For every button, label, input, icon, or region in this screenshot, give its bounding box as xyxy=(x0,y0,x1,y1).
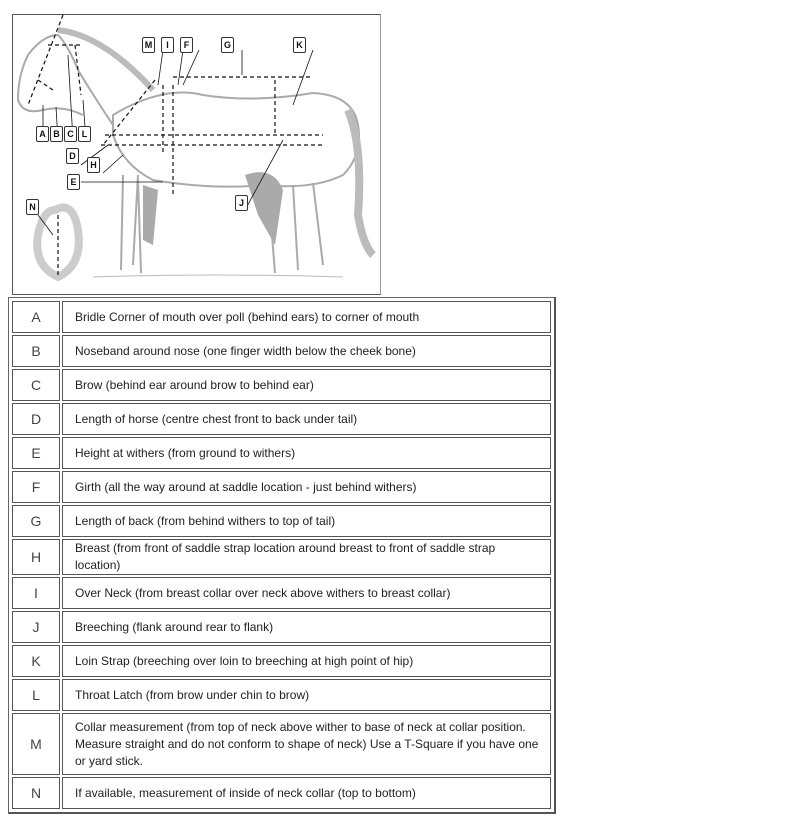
measurement-letter: L xyxy=(12,679,60,711)
measurement-description: Collar measurement (from top of neck above wither to base of neck at collar position. Measure straight and do not conform to shape of neck) Use a T-Square if you have one or yard stick. xyxy=(62,713,551,775)
measurement-letter: J xyxy=(12,611,60,643)
table-row xyxy=(12,777,551,809)
table-row xyxy=(12,713,551,775)
table-row xyxy=(12,577,551,609)
measurement-letter: F xyxy=(12,471,60,503)
measurement-description: If available, measurement of inside of neck collar (top to bottom) xyxy=(62,777,551,809)
measurement-description: Loin Strap (breeching over loin to breeching at high point of hip) xyxy=(62,645,551,677)
table-row xyxy=(12,471,551,503)
label-k: K xyxy=(293,37,306,53)
table-row xyxy=(12,505,551,537)
measurement-description: Length of back (from behind withers to top of tail) xyxy=(62,505,551,537)
table-row xyxy=(12,679,551,711)
label-a: A xyxy=(36,126,49,142)
label-e: E xyxy=(67,174,80,190)
measurement-description: Girth (all the way around at saddle location - just behind withers) xyxy=(62,471,551,503)
measurement-letter: C xyxy=(12,369,60,401)
table-row xyxy=(12,335,551,367)
measurement-letter: B xyxy=(12,335,60,367)
table-row xyxy=(12,369,551,401)
label-c: C xyxy=(64,126,77,142)
measurement-description: Brow (behind ear around brow to behind ear) xyxy=(62,369,551,401)
label-m: M xyxy=(142,37,155,53)
measurement-letter: G xyxy=(12,505,60,537)
measurement-description: Over Neck (from breast collar over neck above withers to breast collar) xyxy=(62,577,551,609)
measurement-letter: M xyxy=(12,713,60,775)
label-b: B xyxy=(50,126,63,142)
measurement-description: Height at withers (from ground to withers) xyxy=(62,437,551,469)
table-row xyxy=(12,301,551,333)
table-row xyxy=(12,437,551,469)
measurement-letter: N xyxy=(12,777,60,809)
measurement-letter: A xyxy=(12,301,60,333)
label-i: I xyxy=(161,37,174,53)
label-h: H xyxy=(87,157,100,173)
table-row xyxy=(12,539,551,575)
measurement-letter: I xyxy=(12,577,60,609)
measurement-letter: K xyxy=(12,645,60,677)
measurement-description: Length of horse (centre chest front to back under tail) xyxy=(62,403,551,435)
horse-measurement-diagram xyxy=(12,14,381,295)
measurement-description: Bridle Corner of mouth over poll (behind ears) to corner of mouth xyxy=(62,301,551,333)
label-j: J xyxy=(235,195,248,211)
measurement-description: Noseband around nose (one finger width below the cheek bone) xyxy=(62,335,551,367)
measurement-letter: E xyxy=(12,437,60,469)
measurement-letter: H xyxy=(12,539,60,575)
measurement-letter: D xyxy=(12,403,60,435)
measurement-description: Breast (from front of saddle strap location around breast to front of saddle strap location) xyxy=(62,539,551,575)
label-l: L xyxy=(78,126,91,142)
label-g: G xyxy=(221,37,234,53)
measurement-description: Throat Latch (from brow under chin to brow) xyxy=(62,679,551,711)
label-d: D xyxy=(66,148,79,164)
table-row xyxy=(12,611,551,643)
table-row xyxy=(12,645,551,677)
measurement-description: Breeching (flank around rear to flank) xyxy=(62,611,551,643)
table-row xyxy=(12,403,551,435)
measurement-table xyxy=(8,297,556,814)
label-f: F xyxy=(180,37,193,53)
label-n: N xyxy=(26,199,39,215)
